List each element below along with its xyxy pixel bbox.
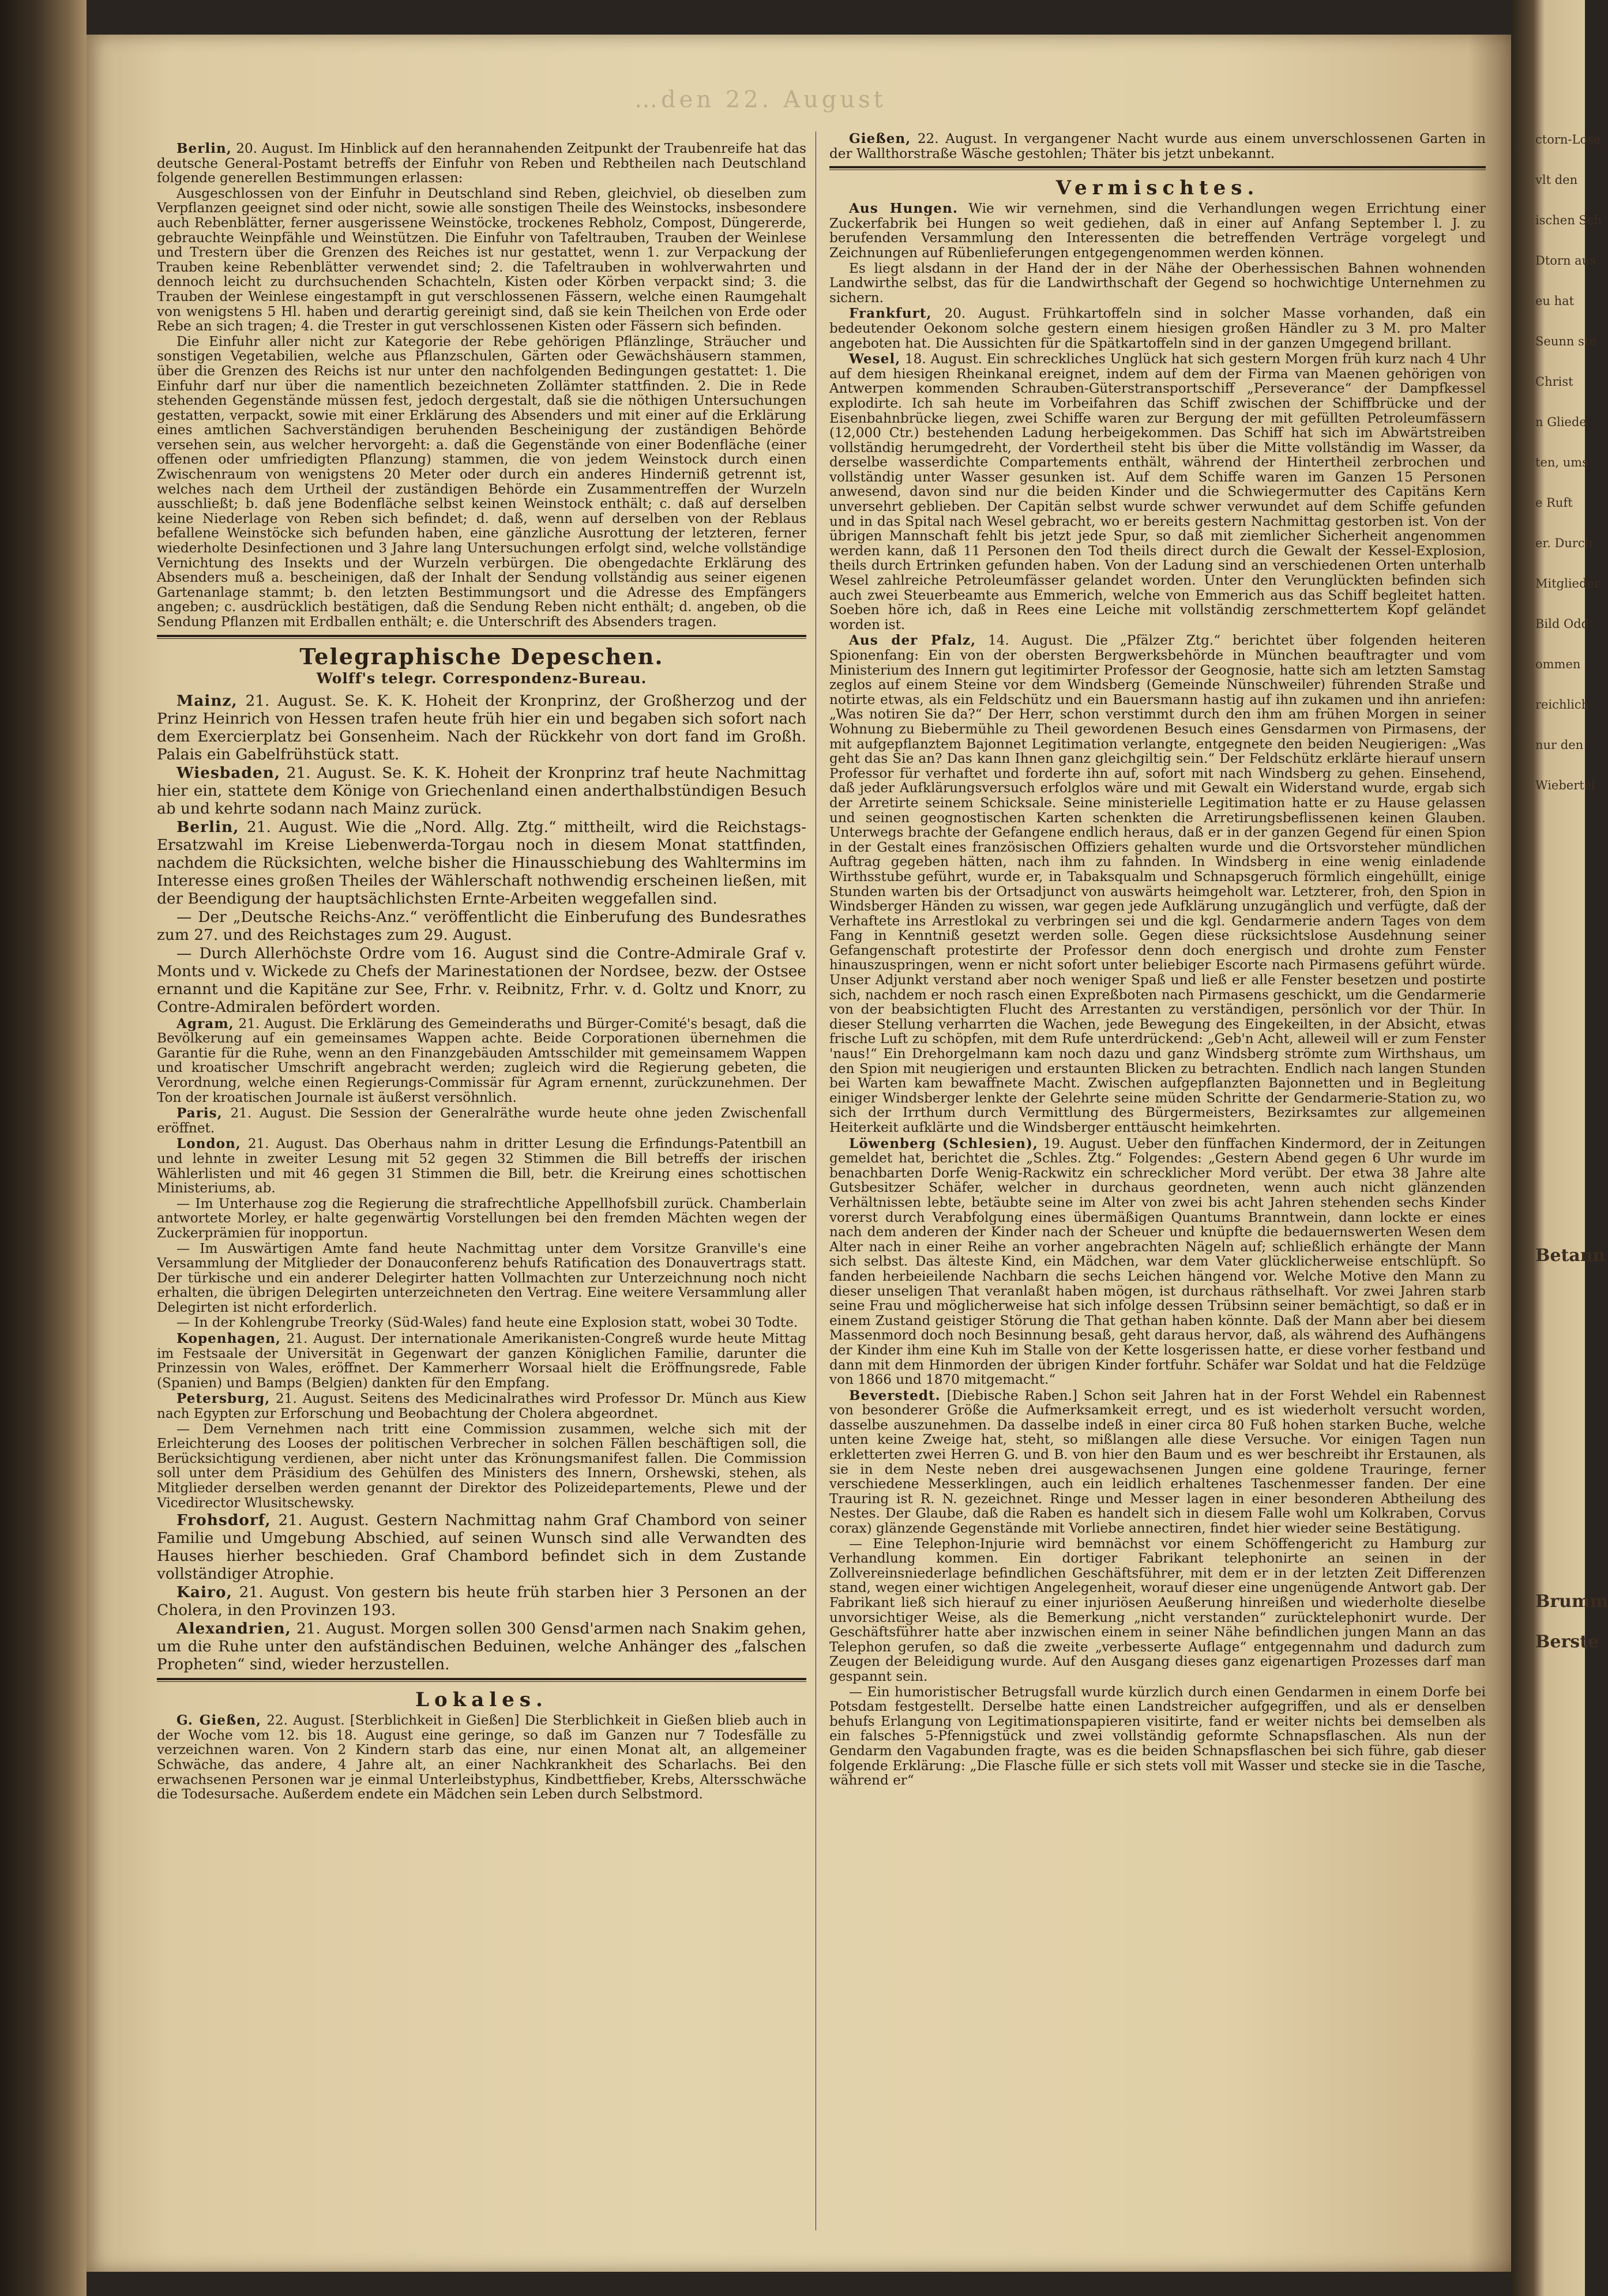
next-page-fragment: Betann (1535, 1245, 1606, 1266)
article-paragraph (829, 306, 1486, 351)
article-paragraph (157, 818, 806, 908)
dateline: Aus Hungen. (849, 201, 958, 217)
article-paragraph (157, 1583, 806, 1619)
next-page-fragment: Berste (1535, 1632, 1599, 1652)
article-text: — Im Auswärtigen Amte fand heute Nachmittag unter dem Vorsitze Granville's eine Versammlung der Mitglieder der Donauconferenz behufs Ratification des Donauvertrags statt. Der türkische und ein anderer Delegirter hatten Vollmachten zur Unterzeichnung noch nicht erhalten, die übrigen Delegirten unterzeichneten den Vertrag. Eine weitere Versammlung aller Delegirten ist nicht erforderlich. (157, 1241, 806, 1315)
next-page-fragment: ten, ums (1535, 456, 1588, 469)
section-rule-thin (157, 1681, 806, 1682)
dateline: Kopenhagen, (176, 1331, 281, 1347)
dateline: Alexandrien, (176, 1620, 291, 1638)
next-page-fragment: er. Durch (1535, 536, 1593, 550)
article-paragraph (157, 1620, 806, 1673)
article-text: Wie wir vernehmen, sind die Verhandlungen wegen Errichtung einer Zuckerfabrik bei Hungen so weit gediehen, daß in einer auf Anfang September l. J. zu berufenden Versammlung den Interessenten die betreffenden Verträge vorgelegt und Zeichnungen auf Rübenlieferungen entgegengenommen werden können. (829, 201, 1486, 261)
section-subtitle-telegrams: Wolff's telegr. Correspondenz-Bureau. (316, 669, 647, 687)
article-paragraph (157, 1331, 806, 1391)
article-paragraph (157, 908, 806, 944)
giessen-theft-report (829, 131, 1486, 161)
dateline: Beverstedt. (849, 1387, 941, 1403)
article-text: 21. August. Die Session der Generalräthe wurde heute ohne jeden Zwischenfall eröffnet. (157, 1106, 806, 1136)
article-text: 21. August. Die Erklärung des Gemeinderaths und Bürger-Comité's besagt, daß die Bevölkerung auf ein gemeinsames Wappen achte. Beide Corporationen übernehmen die Garantie für die Ruhe, wenn an den Finanzgebäuden Amtsschilder mit gemeinsamem Wappen und kroatischer Umschrift angebracht werden; zugleich wird die Regierung gebeten, die Verordnung, welche einen Regierungs-Commissär für Agram ernennt, zurückzunehmen. Der Ton der kroatischen Journale ist äußerst versöhnlich. (157, 1016, 806, 1105)
next-page-fragment: nur den (1535, 738, 1584, 752)
section-rule (157, 1678, 806, 1680)
article-text: Die Einfuhr aller nicht zur Kategorie der Rebe gehörigen Pflänzlinge, Sträucher und sonstigen Vegetabilien, welche aus Pflanzschulen, Gärten oder Gewächshäusern stammen, über die Grenzen des Reichs ist nur unter den nachfolgenden Bedingungen gestattet: 1. Die Einfuhr darf nur über die namentlich bezeichneten Zollämter stattfinden. 2. Die in Rede stehenden Gegenstände müssen fest, jedoch dergestalt, daß sie die nöthigen Untersuchungen gestatten, verpackt, sowie mit einer Erklärung des Absenders und mit einer auf die Erklärung eines amtlichen Sachverständigen beruhenden Bescheinigung der zuständigen Behörde versehen sein, aus welcher hervorgeht: a. daß die Gegenstände von einer Bodenfläche (einer offenen oder umfriedigten Pflanzung) stammen, die von jedem Weinstock durch einen Zwischenraum von wenigstens 20 Meter oder durch ein anderes Hinderniß getrennt ist, welches nach dem Urtheil der zuständigen Behörde ein Zusammentreffen der Wurzeln ausschließt; b. daß jene Bodenfläche selbst keinen Weinstock enthält; c. daß auf derselben keine Niederlage von Reben sich befindet; d. daß, wenn auf derselben von der Reblaus befallene Weinstöcke sich befunden haben, eine gänzliche Ausrottung der letzteren, ferner wiederholte Desinfectionen und 3 Jahre lang Untersuchungen erfolgt sind, welche vollständige Vernichtung des Insekts und der Wurzeln verbürgen. Die obengedachte Erklärung des Absenders muß a. bescheinigen, daß der Inhalt der Sendung vollständig aus seiner eigenen Gartenanlage stammt; b. den letzten Bestimmungsort und die Adresse des Empfängers angeben; c. ausdrücklich bestätigen, daß die Sendung Reben nicht enthält; d. angeben, ob die Sendung Pflanzen mit Erdballen enthält; e. die Unterschrift des Absenders tragen. (157, 334, 806, 630)
section-rule (829, 166, 1486, 168)
book-binding-edge (0, 0, 87, 2296)
article-paragraph (157, 141, 806, 186)
article-text: 21. August. Das Oberhaus nahm in dritter Lesung die Erfindungs-Patentbill an und lehnte in zweiter Lesung mit 52 gegen 32 Stimmen die Bill betreffs der irischen Wählerlisten und mit 46 gegen 31 Stimmen die Bill, betr. die Kreirung eines schottischen Ministeriums, ab. (157, 1136, 806, 1196)
dateline: Agram, (176, 1015, 234, 1032)
dateline: Löwenberg (Schlesien), (849, 1135, 1038, 1151)
next-page-fragment: Mitglieder (1535, 577, 1600, 590)
left-column (157, 141, 806, 1803)
next-page-fragment: Christ (1535, 375, 1573, 389)
dateline: Berlin, (176, 141, 232, 156)
article-text: 19. August. Ueber den fünffachen Kindermord, der in Zeitungen gemeldet hat, berichtet die „Schles. Ztg.“ Folgendes: „Gestern Abend gegen 6 Uhr wurde im benachbarten Dorfe Wenig-Rackwitz ein schrecklicher Mord verübt. Der etwa 38 Jahre alte Gutsbesitzer Schäfer, welcher in durchaus geordneten, wenn auch nicht glänzenden Verhältnissen lebte, betäubte seine im Alter von zwei bis acht Jahren stehenden sechs Kinder vorerst durch Verabfolgung eines übermäßigen Quantums Branntwein, dann lockte er eines nach dem anderen der Kinder nach der Scheuer und knüpfte die bedauernswerten Wesen dem Alter nach in einer Reihe an vorher angebrachten Nägeln auf; schließlich erhängte der Mann sich selbst. Das älteste Kind, ein Mädchen, war dem Vater glücklicherweise entschlüpft. So fanden herbeieilende Nachbarn die sechs Leichen hängend vor. Welche Motive den Mann zu dieser unseligen That veranlaßt haben mögen, ist durchaus räthselhaft. Vor zwei Jahren starb seine Frau und möglicherweise hat sich infolge dessen Trübsinn seiner bemächtigt, so daß er in einem Zustand geistiger Störung die That gethan haben könnte. Daß der Mann aber bei diesem Massenmord doch noch Besinnung besaß, geht daraus hervor, daß, als während des Aufhängens der Kinder ihm eine Kuh im Stalle von der Kette losgerissen hatte, er diese vorher festband und dann mit dem Hinmorden der übrigen Kinder fortfuhr. Schäfer war Soldat und hat die Feldzüge von 1866 und 1870 mitgemacht.“ (829, 1136, 1486, 1388)
dateline: Wesel, (849, 351, 901, 367)
article-text: 21. August. Morgen sollen 300 Gensd'armen nach Snakim gehen, um die Ruhe unter den aufständischen Beduinen, welche Anhänger des „falschen Propheten“ sind, wieder herzustellen. (157, 1620, 806, 1674)
article-text: — Eine Telephon-Injurie wird bemnächst vor einem Schöffengericht zu Hamburg zur Verhandlung kommen. Ein dortiger Fabrikant telephonirte an seinen in der Zollvereinsniederlage befindlichen Geschäftsführer, mit dem er in der letzten Zeit Differenzen stand, wegen einer wichtigen Angelegenheit, worauf dieser eine ungenügende Antwort gab. Der Fabrikant ließ sich hierauf zu einer injuriösen Aeußerung hinreißen und wiederholte dieselbe unvorsichtiger Weise, als die Bemerkung „nicht verstanden“ zurücktelephonirt wurde. Der Geschäftsführer hatte aber inzwischen einem in seiner Nähe befindlichen jungen Mann an das Telephon gerufen, so daß die zweite „verbesserte Auflage“ entgegennahm und dadurch zum Zeugen der Beleidigung wurde. Auf den Ausgang dieses ganz eigenartigen Prozesses darf man gespannt sein. (829, 1536, 1486, 1684)
article-text: [Diebische Raben.] Schon seit Jahren hat in der Forst Wehdel ein Rabennest von besonderer Größe die Aufmerksamkeit erregt, und es ist wiederholt versucht worden, dasselbe auszunehmen. Da dasselbe indeß in einer circa 80 Fuß hohen starken Buche, welche unten keine Zweige hat, steht, so mißlangen alle diese Versuche. Vor einigen Tagen nun erkletterten zwei Herren G. und B. von hier den Baum und es wer beschreibt ihr Erstaunen, als sie in dem Neste neben drei ausgewachsenen Jungen eine goldene Trauringe, ferner verschiedene Messerklingen, auch ein leidlich erhaltenes Taschenmesser fanden. Der eine Trauring ist R. N. gezeichnet. Ringe und Messer lagen in einer besonderen Abtheilung des Nestes. Der Glaube, daß die Raben es handelt sich in diesem Falle wohl um Kolkraben, Corvus corax) glänzende Gegenstände mit Vorliebe annectiren, findet hier wieder seine Bestätigung. (829, 1388, 1486, 1537)
article-text: 21. August. Von gestern bis heute früh starben hier 3 Personen an der Cholera, in den Provinzen 193. (157, 1583, 806, 1620)
article-text: 20. August. Im Hinblick auf den herannahenden Zeitpunkt der Traubenreife hat das deutsche General-Postamt betreffs der Einfuhr von Reben und Rebtheilen nach Deutschland folgende generellen Bestimmungen erlassen: (157, 141, 806, 186)
article-paragraph (157, 1136, 806, 1196)
next-page-fragment: ommen (1535, 657, 1581, 671)
article-paragraph (157, 1106, 806, 1136)
next-page-fragment: Dtorn aus (1535, 254, 1596, 268)
article-text: 22. August. In vergangener Nacht wurde aus einem unverschlossenen Garten in der Wallthorstraße Wäsche gestohlen; Thäter bis jetzt unbekannt. (829, 131, 1486, 161)
next-page-fragment: n Gliede (1535, 415, 1587, 429)
misc-news-list (829, 201, 1486, 1789)
article-paragraph (157, 764, 806, 818)
section-rule-thin (157, 638, 806, 639)
dateline: Gießen, (849, 131, 911, 146)
dateline: Wiesbaden, (176, 763, 281, 782)
article-paragraph (157, 1017, 806, 1106)
dateline: Aus der Pfalz, (849, 633, 976, 649)
article-text: — Der „Deutsche Reichs-Anz.“ veröffentlicht die Einberufung des Bundesrathes zum 27. und des Reichstages zum 29. August. (157, 908, 806, 944)
article-paragraph (157, 692, 806, 763)
article-text: 21. August. Gestern Nachmittag nahm Graf Chambord von seiner Familie und Umgebung Abschied, auf seinen Wunsch sind alle Verwandten des Hauses hierher beschieden. Graf Chambord befindet sich in dem Zustande vollständiger Atrophie. (157, 1511, 806, 1583)
next-page-fragment: Seunn ste (1535, 334, 1596, 348)
article-text: 20. August. Frühkartoffeln sind in solcher Masse vorhanden, daß ein bedeutender Oekonom solche gestern einem hiesigen großen Händler zu 3 M. pro Malter angeboten hat. Die Aussichten für die Spätkartoffeln sind in der ganzen Umgegend brillant. (829, 306, 1486, 351)
dateline: Frohsdorf, (176, 1511, 271, 1530)
article-paragraph (829, 201, 1486, 261)
dateline: G. Gießen, (176, 1712, 262, 1729)
article-paragraph (157, 1391, 806, 1421)
next-page-fragment: eu hat (1535, 294, 1575, 308)
article-paragraph (829, 633, 1486, 1135)
article-text: 21. August. Se. K. K. Hoheit der Kronprinz traf heute Nachmittag hier ein, stattete dem Könige von Griechenland einen anderthalbstündigen Besuch ab und kehrte sodann nach Mainz zurück. (157, 763, 806, 818)
section-rule (157, 635, 806, 637)
article-paragraph (829, 1685, 1486, 1789)
article-paragraph (829, 131, 1486, 161)
article-text: 21. August. Se. K. K. Hoheit der Kronprinz, der Großherzog und der Prinz Heinrich von Hessen trafen heute früh hier ein und begaben sich sofort nach dem Exercierplatz bei Gonsenheim. Nach der Rückkehr von dort fand im Großh. Palais ein Gabelfrühstück statt. (157, 691, 806, 763)
article-text: — Im Unterhause zog die Regierung die strafrechtliche Appellhofsbill zurück. Chamberlain antwortete Morley, er halte gegenwärtig Vorstellungen bei den fremden Mächten wegen der Zuckerprämien für inopportun. (157, 1196, 806, 1241)
telegram-list (157, 692, 806, 1674)
article-paragraph (829, 1388, 1486, 1537)
article-paragraph (829, 352, 1486, 633)
header-bleed-through: …den 22. August (634, 86, 886, 113)
article-text: — Durch Allerhöchste Ordre vom 16. August sind die Contre-Admirale Graf v. Monts und v. Wickede zu Chefs der Marinestationen der Nordsee, bezw. der Ostsee ernannt und die Kapitäne zur See, Frhr. v. Reibnitz, Frhr. v. d. Goltz und Knorr, zu Contre-Admiralen befördert worden. (157, 944, 806, 1016)
dateline: Mainz, (176, 691, 238, 710)
next-page-fragment: ctorn-Lose (1535, 133, 1601, 146)
article-text: 21. August. Wie die „Nord. Allg. Ztg.“ mittheilt, wird die Reichstags-Ersatzwahl im Kreise Liebenwerda-Torgau noch in diesem Monat stattfinden, nachdem die Rücksichten, welche bisher die Hinausschiebung des Wahltermins im Interesse eines großen Theiles der Wählerschaft nothwendig erscheinen ließen, mit der Beendigung der hauptsächlichsten Ernte-Arbeiten weggefallen sind. (157, 818, 806, 908)
article-text: Ausgeschlossen von der Einfuhr in Deutschland sind Reben, gleichviel, ob dieselben zum Verpflanzen geeignet sind oder nicht, sowie alle sonstigen Theile des Weinstocks, insbesondere auch Rebenblätter, ferner ausgerissene Weinstöcke, trockenes Rebholz, Compost, Düngererde, gebrauchte Weinpfähle und Weinstützen. Die Einfuhr von Tafeltrauben, Trauben der Weinlese und Trestern über die Grenzen des Reiches ist nur gestattet, wenn 1. zur Verpackung der Trauben keine Rebenblätter verwendet sind; 2. die Tafeltrauben in wohlverwahrten und dennoch leicht zu durchsuchenden Schachteln, Kisten oder Körben verpackt sind; 3. die Trauben der Weinlese eingestampft in gut verschlossenen Fässern, welche einen Raumgehalt von wenigstens 5 Hl. haben und derartig gereinigt sind, daß sie kein Theilchen von Erde oder Rebe an sich tragen; 4. die Trester in gut verschlossenen Kisten oder Fässern sich befinden. (157, 186, 806, 334)
article-paragraph (157, 1511, 806, 1583)
dateline: London, (176, 1136, 241, 1152)
article-paragraph (157, 187, 806, 334)
article-text: — In der Kohlengrube Treorky (Süd-Wales) fand heute eine Explosion statt, wobei 30 Todte. (176, 1315, 798, 1331)
article-paragraph (157, 335, 806, 630)
article-text: 22. August. [Sterblichkeit in Gießen] Die Sterblichkeit in Gießen blieb auch in der Woche vom 12. bis 18. August eine geringe, so daß im Ganzen nur 7 Todesfälle zu verzeichnen waren. Von 2 Kindern starb das eine, nur einen Monat alt, an allgemeiner Schwäche, das andere, 4 Jahre alt, an einer Nachkrankheit des Scharlachs. Bei den erwachsenen Personen war je einmal Unterleibstyphus, Kindbettfieber, Krebs, Altersschwäche die Todesursache. Außerdem endete ein Mädchen sein Leben durch Selbstmord. (157, 1713, 806, 1802)
article-paragraph (157, 1422, 806, 1511)
article-paragraph (157, 1242, 806, 1316)
article-paragraph (829, 262, 1486, 306)
section-title-telegrams: Telegraphische Depeschen. (299, 643, 664, 669)
article-text: 21. August. Der internationale Amerikanisten-Congreß wurde heute Mittag im Festsaale der Universität in Gegenwart der ganzen Königlichen Familie, darunter die Prinzessin von Wales, eröffnet. Der Kammerherr Worsaal hielt die Eröffnungsrede, Fable (Spanien) und Bamps (Belgien) dankten für den Empfang. (157, 1331, 806, 1391)
next-page-fragment: ischen Sch (1535, 213, 1602, 227)
article-text: — Ein humoristischer Betrugsfall wurde kürzlich durch einen Gendarmen in einem Dorfe bei Potsdam festgestellt. Derselbe hatte einen Landstreicher aufgegriffen, und als er denselben behufs Erlangung von Legitimationspapieren visitirte, fand er weiter nichts bei demselben als ein falsches 5-Pfennigstück und zwei vollständig geformte Schnapsflaschen. Als nun der Gendarm den Vagabunden fragte, was es die beiden Schnapsflaschen bei sich führe, gab dieser folgende Erklärung: „Die Flasche fülle er sich stets voll mit Wasser und stecke sie in die Tasche, während er“ (829, 1684, 1486, 1789)
right-column (829, 131, 1486, 1789)
next-page-fragment: Bild Odd (1535, 617, 1590, 631)
next-page-fragment: e Ruft (1535, 496, 1573, 510)
article-paragraph (829, 1537, 1486, 1685)
article-paragraph (157, 1713, 806, 1802)
next-page-fragment: Wiebertel (1535, 778, 1595, 792)
dateline: Berlin, (176, 818, 239, 836)
dateline: Paris, (176, 1105, 223, 1121)
section-title-misc: Vermischtes. (1055, 176, 1260, 200)
section-title-local: Lokales. (415, 1688, 548, 1712)
dateline: Kairo, (176, 1583, 232, 1602)
article-paragraph (157, 944, 806, 1016)
next-page-fragment: vlt den (1535, 173, 1578, 187)
article-text: — Dem Vernehmen nach tritt eine Commission zusammen, welche sich mit der Erleichterung des Looses der politischen Verbrecher in solchen Fällen beschäftigen soll, die Berücksichtigung verdienen, aber nicht unter das Krönungsmanifest fallen. Die Commission soll unter dem Präsidium des Gehülfen des Ministers des Innern, Orshewski, stehen, als Mitglieder derselben werden genannt der Direktor des Polizeidepartements, Plewe und der Vicedirector Wlusitschewsky. (157, 1421, 806, 1511)
article-paragraph (829, 1136, 1486, 1388)
article-text: 18. August. Ein schreckliches Unglück hat sich gestern Morgen früh kurz nach 4 Uhr auf dem hiesigen Rheinkanal ereignet, indem auf dem der Firma van Maenen gehörigen von Antwerpen kommenden Schrauben-Güterstransportschiff „Perseverance“ der Dampfkessel explodirte. Ich sah heute im Vorbeifahren das Schiff zwischen der Schiffbrücke und der Eisenbahnbrücke liegen, zwei Schiffe waren zur Bergung der mit gefüllten Petroleumfässern (12,000 Ctr.) bestehenden Ladung herbeigekommen. Das Schiff hat sich im Abwärtstreiben vollständig herumgedreht, der Vordertheil steht bis über die Mitte vollständig im Wasser, da derselbe wasserdichte Compartements enthält, während der Hintertheil zerbrochen und vollständig unter Wasser gesunken ist. Auf dem Schiffe waren im Ganzen 15 Personen anwesend, davon sind nur die beiden Kinder und die Schwiegermutter des Capitäns Kern unversehrt geblieben. Der Capitän selbst wurde schwer verwundet auf dem Schiffe gefunden und in das Spital nach Wesel gebracht, wo er bereits gestern Nachmittag gestorben ist. Von der übrigen Mannschaft fehlt bis jetzt jede Spur, so daß mit ziemlicher Sicherheit angenommen werden kann, daß 11 Personen den Tod theils direct durch die Gewalt der Kessel-Explosion, theils durch Ertrinken gefunden haben. Von der Ladung sind an verschiedenen Orten unterhalb Wesel zahlreiche Petroleumfässer gelandet worden. Unter den Verunglückten befinden sich auch zwei Steuerbeamte aus Emmerich, welche von Emmerich aus das Schiff begleitet hatten. Soeben höre ich, daß in Rees eine Leiche mit vollständig zerschmettertem Kopf geländet worden ist. (829, 352, 1486, 633)
article-text: 14. August. Die „Pfälzer Ztg.“ berichtet über folgenden heiteren Spionenfang: Ein von der obersten Bergwerksbehörde in München beauftragter und vom Ministerium des Innern gut legitimirter Professor der Geognosie, hatte sich am letzten Samstag zeglos auf einem Steine vor dem Windsberg (Gemeinde Nünschweiler) führenden Straße und notirte etwas, als ein Feldschütz und ein Bauersmann hastig auf ihn zukamen und ihn anriefen: „Was notiren Sie da?“ Der Herr, schon verstimmt durch den ihm am frühen Morgen in seiner Wohnung zu Biebermühle zu Theil gewordenen Besuch eines Gensdarmen von Pirmasens, der mit aufgepflanztem Bajonnet Legitimation verlangte, entgegnete den beiden Neugierigen: „Was geht das Sie an? Das kann Ihnen ganz gleichgiltig sein.“ Der Feldschütz erklärte hierauf unsern Professor für verhaftet und forderte ihn auf, sofort mit nach Windsberg zu gehen. Einsehend, daß jeder Aufklärungsversuch erfolglos wäre und mit Gewalt ein Widerstand wurde, ergab sich der Arretirte seinem Schicksale. Seine ministerielle Legitimation hatte er zu Hause gelassen und seinen geognostischen Karten schenkten die Arretirungsbeflissenen keinen Glauben. Unterwegs brachte der Gefangene endlich heraus, daß er in der ganzen Gegend für einen Spion in der Gestalt eines französischen Offiziers gehalten wurde und die Ortsvorsteher mündlichen Auftrag gegeben hätten, nach ihm zu fahnden. In Windsberg in eine wenig einladende Wirthsstube geführt, wurde er, in Tabaksqualm und Schnapsgeruch förmlich eingehüllt, einige Stunden warten bis der Ortsadjunct von auswärts heimgeholt war. Letzterer, froh, den Spion in Windsberger Händen zu wissen, war gegen jede Aufklärung unzugänglich und verfügte, daß der Verhaftete ins Arrestlokal zu verbringen sei und die kgl. Gendarmerie andern Tages von dem Fang in Kenntniß gesetzt werden solle. Gegen diese rücksichtslose Ausdehnung seiner Gefangenschaft protestirte der Professor denn doch energisch und drohte zum Fenster hinauszuspringen, wenn er nicht sofort unter beliebiger Escorte nach Pirmasens geführt würde. Unser Adjunkt verstand aber noch weniger Spaß und ließ er alle Fenster besetzen und postirte sich, nachdem er noch rasch einen Expreßboten nach Pirmasens geschickt, um die Gendarmerie von der beabsichtigten Flucht des Arrestanten zu verständigen, persönlich vor der Thür. In dieser Stellung verharrten die Wachen, jede Bewegung des Eingekeilten, in der Absicht, etwas frische Luft zu schöpfen, mit dem Rufe unterdrückend: „Geb'n Acht, alleweil will er zum Fenster 'naus!“ Ein Drehorgelmann kam noch dazu und ganz Windsberg strömte zum Wirthshaus, um den Spion mit neugierigen und erstaunten Blicken zu betrachten. Endlich nach langen Stunden bei Warten kam bewaffnete Macht. Zwischen aufgepflanzten Bajonnetten und in Begleitung einiger Windsberger lenkte der Gelehrte seine müden Schritte der Gendarmerie-Station zu, wo sich der Irrthum durch Vermittlung des Bürgermeisters, Bezirksamtes zur allgemeinen Heiterkeit aufklärte und die Windsberger enttäuscht heimkehrten. (829, 633, 1486, 1135)
next-page-fragment: reichlich (1535, 698, 1590, 712)
article-text: Es liegt alsdann in der Hand der in der Nähe der Oberhessischen Bahnen wohnenden Landwirthe selbst, das für die Landwirthschaft der Gegend so hochwichtige Unternehmen zu sichern. (829, 261, 1486, 306)
article-text: 21. August. Seitens des Medicinalrathes wird Professor Dr. Münch aus Kiew nach Egypten zur Erforschung und Beobachtung der Cholera abgeordnet. (157, 1391, 806, 1422)
dateline: Petersburg, (176, 1391, 270, 1407)
next-page-fragment: Brumm (1535, 1591, 1608, 1612)
berlin-report (157, 141, 806, 630)
article-paragraph (157, 1316, 806, 1331)
dateline: Frankfurt, (849, 306, 932, 322)
local-news-list (157, 1713, 806, 1802)
article-paragraph (157, 1197, 806, 1241)
